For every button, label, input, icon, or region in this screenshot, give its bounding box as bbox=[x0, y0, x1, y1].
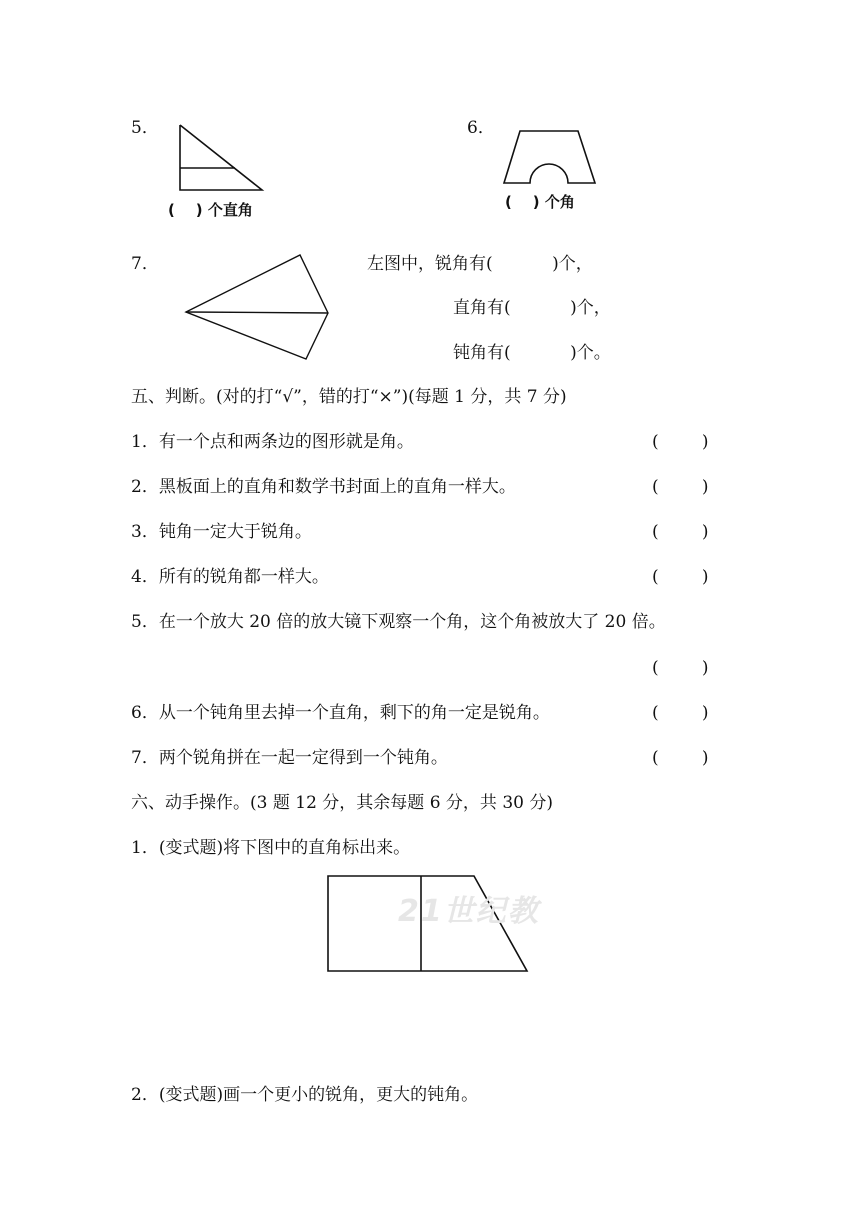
q7-line3: 钝角有( )个。 bbox=[453, 343, 611, 363]
judge-bracket-2[interactable]: ( ) bbox=[652, 477, 709, 497]
hands-q2: 2．(变式题)画一个更小的锐角，更大的钝角。 bbox=[131, 1085, 479, 1105]
judge-item-4: 4．所有的锐角都一样大。 bbox=[131, 567, 329, 587]
judge-bracket-5[interactable]: ( ) bbox=[652, 658, 709, 678]
hands-q1: 1．(变式题)将下图中的直角标出来。 bbox=[131, 838, 411, 858]
q5-caption: ( ) 个直角 bbox=[168, 201, 253, 219]
judge-bracket-4[interactable]: ( ) bbox=[652, 567, 709, 587]
watermark-logo: 21世纪教 bbox=[398, 894, 540, 929]
q7-line1: 左图中，锐角有( )个， bbox=[367, 254, 593, 274]
q5-number: 5． bbox=[131, 118, 159, 138]
judge-bracket-7[interactable]: ( ) bbox=[652, 748, 709, 768]
judge-item-7: 7．两个锐角拼在一起一定得到一个钝角。 bbox=[131, 748, 448, 768]
judge-item-1: 1．有一个点和两条边的图形就是角。 bbox=[131, 432, 414, 452]
q7-number: 7． bbox=[131, 254, 159, 274]
q6-arch-figure bbox=[504, 131, 595, 183]
judge-heading: 五、判断。(对的打“√”，错的打“×”)(每题 1 分，共 7 分) bbox=[131, 387, 567, 407]
judge-bracket-3[interactable]: ( ) bbox=[652, 522, 709, 542]
q7-line2: 直角有( )个， bbox=[453, 298, 611, 318]
judge-bracket-1[interactable]: ( ) bbox=[652, 432, 709, 452]
q5-triangle-figure bbox=[180, 125, 262, 190]
q6-number: 6． bbox=[467, 118, 495, 138]
q7-kite-figure bbox=[186, 255, 328, 359]
judge-bracket-6[interactable]: ( ) bbox=[652, 703, 709, 723]
hands-heading: 六、动手操作。(3 题 12 分，其余每题 6 分，共 30 分) bbox=[131, 793, 553, 813]
q6-caption: ( ) 个角 bbox=[505, 193, 575, 211]
judge-item-5: 5．在一个放大 20 倍的放大镜下观察一个角，这个角被放大了 20 倍。 bbox=[131, 612, 666, 632]
judge-item-2: 2．黑板面上的直角和数学书封面上的直角一样大。 bbox=[131, 477, 516, 497]
judge-item-6: 6．从一个钝角里去掉一个直角，剩下的角一定是锐角。 bbox=[131, 703, 550, 723]
judge-item-3: 3．钝角一定大于锐角。 bbox=[131, 522, 312, 542]
